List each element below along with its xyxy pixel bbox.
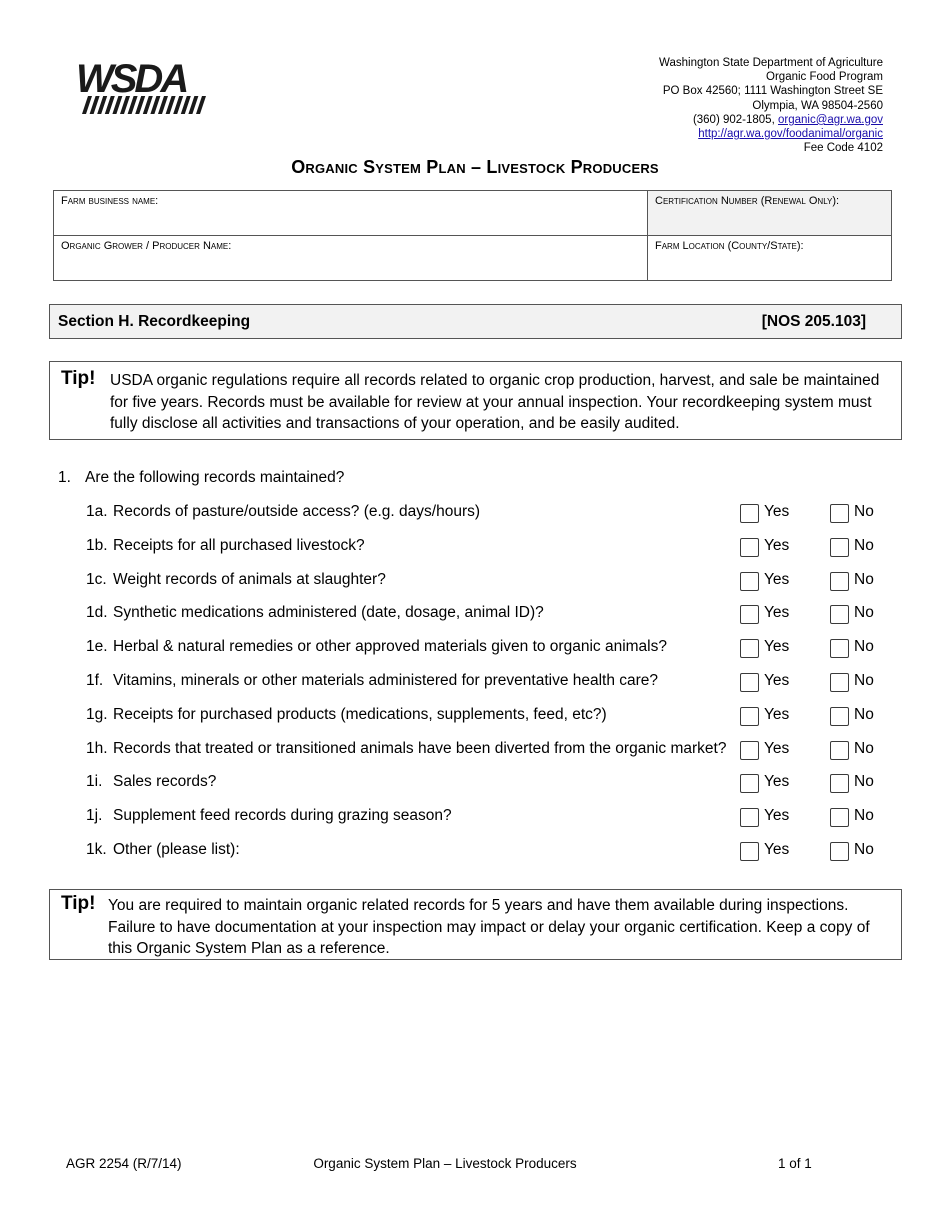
- no-checkbox[interactable]: [830, 707, 849, 726]
- record-question-row: [86, 672, 906, 696]
- grower-name-field[interactable]: [54, 236, 648, 280]
- yes-checkbox[interactable]: [740, 707, 759, 726]
- record-question-id: 1b.: [86, 536, 108, 554]
- record-question-text: Records that treated or transitioned animals have been diverted from the organic market?: [113, 739, 727, 757]
- yes-checkbox[interactable]: [740, 639, 759, 658]
- farm-business-name-field[interactable]: [54, 191, 648, 236]
- record-question-row: [86, 503, 906, 527]
- agency-url-link[interactable]: http://agr.wa.gov/foodanimal/organic: [698, 128, 883, 141]
- record-question-row: [86, 571, 906, 595]
- yes-checkbox[interactable]: [740, 572, 759, 591]
- yes-label: Yes: [764, 604, 790, 622]
- section-reference: [NOS 205.103]: [761, 312, 866, 330]
- no-label: No: [854, 638, 874, 656]
- record-question-row: [86, 537, 906, 561]
- yes-checkbox[interactable]: [740, 774, 759, 793]
- farm-location-field[interactable]: [648, 236, 891, 280]
- tip-label: Tip!: [61, 368, 96, 389]
- agency-email-link[interactable]: organic@agr.wa.gov: [777, 113, 883, 126]
- tip-text: You are required to maintain organic related records for 5 years and have them available during inspections. Failure to have documentation at your inspection may impact or delay your organic certification. Keep a copy of this Organic System Plan as a reference.: [108, 897, 870, 957]
- no-label: No: [854, 604, 874, 622]
- agency-city: Olympia, WA 98504-2560: [752, 99, 883, 112]
- logo-stripe: [196, 96, 206, 114]
- record-question-id: 1j.: [86, 807, 103, 825]
- agency-address: PO Box 42560; 1111 Washington Street SE: [662, 85, 883, 98]
- no-checkbox[interactable]: [830, 808, 849, 827]
- question-number: 1.: [58, 469, 71, 486]
- farm-info-table: [53, 190, 892, 281]
- yes-label: Yes: [764, 739, 790, 757]
- no-label: No: [854, 672, 874, 689]
- record-question-text: Vitamins, minerals or other materials administered for preventative health care?: [113, 672, 659, 689]
- yes-checkbox[interactable]: [740, 741, 759, 760]
- grower-name-label: Organic Grower / Producer Name:: [61, 240, 232, 252]
- yes-checkbox[interactable]: [740, 842, 759, 861]
- no-label: No: [854, 705, 874, 723]
- record-question-row: [86, 807, 906, 831]
- record-question-row: [86, 638, 906, 662]
- agency-program: Organic Food Program: [766, 71, 883, 84]
- certification-number-field[interactable]: [648, 191, 891, 236]
- record-question-row: [86, 773, 906, 797]
- no-label: No: [854, 841, 874, 858]
- yes-label: Yes: [764, 570, 790, 588]
- record-question-text: Records of pasture/outside access? (e.g. days/hours): [113, 503, 481, 520]
- yes-label: Yes: [764, 503, 790, 520]
- no-label: No: [854, 503, 874, 520]
- tip-box-retention: [49, 889, 902, 960]
- record-question-text: Herbal & natural remedies or other approved materials given to organic animals?: [113, 638, 667, 656]
- section-header: [49, 304, 902, 339]
- no-label: No: [854, 773, 874, 791]
- no-label: No: [854, 570, 874, 588]
- record-question-id: 1a.: [86, 503, 108, 520]
- no-label: No: [854, 739, 874, 757]
- footer-page-number: 1 of 1: [778, 1156, 812, 1171]
- no-label: No: [854, 536, 874, 554]
- wsda-logo-text: WSDA: [76, 58, 187, 101]
- no-checkbox[interactable]: [830, 605, 849, 624]
- yes-checkbox[interactable]: [740, 605, 759, 624]
- record-question-id: 1e.: [86, 638, 108, 656]
- yes-label: Yes: [764, 536, 790, 554]
- record-question-id: 1d.: [86, 604, 108, 622]
- section-title: Section H. Recordkeeping: [58, 312, 251, 330]
- yes-label: Yes: [764, 773, 790, 791]
- yes-checkbox[interactable]: [740, 673, 759, 692]
- farm-location-label: Farm Location (County/State):: [655, 240, 804, 252]
- question-1: [58, 469, 344, 487]
- fee-code: Fee Code 4102: [803, 142, 883, 155]
- record-question-id: 1g.: [86, 705, 108, 723]
- yes-label: Yes: [764, 841, 790, 858]
- record-question-row: [86, 706, 906, 730]
- no-checkbox[interactable]: [830, 774, 849, 793]
- yes-label: Yes: [764, 705, 790, 723]
- yes-label: Yes: [764, 807, 790, 825]
- page-title: Organic System Plan – Livestock Producers: [291, 157, 659, 177]
- tip-text: USDA organic regulations require all records related to organic crop production, harvest, and sale be maintained for five years. Records must be available for review at your annual inspection. Your recordkeeping system must fully disclose all activities and transactions of your operation, and be easily audited.: [110, 372, 880, 432]
- record-question-row: [86, 604, 906, 628]
- no-checkbox[interactable]: [830, 538, 849, 557]
- farm-business-name-label: Farm business name:: [61, 195, 159, 207]
- footer-doc-name: Organic System Plan – Livestock Producers: [313, 1156, 577, 1171]
- yes-checkbox[interactable]: [740, 504, 759, 523]
- tip-label: Tip!: [61, 893, 96, 914]
- agency-phone: (360) 902-1805,: [692, 113, 778, 126]
- yes-checkbox[interactable]: [740, 808, 759, 827]
- record-question-id: 1c.: [86, 570, 107, 588]
- no-checkbox[interactable]: [830, 673, 849, 692]
- record-question-text: Receipts for purchased products (medications, supplements, feed, etc?): [113, 705, 607, 723]
- no-checkbox[interactable]: [830, 572, 849, 591]
- no-checkbox[interactable]: [830, 842, 849, 861]
- record-question-text: Receipts for all purchased livestock?: [113, 536, 365, 554]
- yes-checkbox[interactable]: [740, 538, 759, 557]
- question-text: Are the following records maintained?: [85, 469, 345, 486]
- record-question-row: [86, 740, 906, 764]
- record-question-id: 1h.: [86, 739, 108, 757]
- agency-phone-line: [583, 113, 883, 127]
- record-question-text: Supplement feed records during grazing season?: [113, 807, 452, 825]
- wsda-logo: [68, 58, 208, 116]
- record-question-id: 1i.: [86, 773, 103, 791]
- tip-box-records: [49, 361, 902, 440]
- footer-form-number: AGR 2254 (R/7/14): [66, 1156, 182, 1171]
- yes-label: Yes: [764, 638, 790, 656]
- record-question-id: 1k.: [86, 841, 107, 858]
- record-question-id: 1f.: [86, 672, 104, 689]
- no-checkbox[interactable]: [830, 741, 849, 760]
- certification-number-label: Certification Number (Renewal Only):: [655, 195, 840, 207]
- record-question-text: Weight records of animals at slaughter?: [113, 570, 386, 588]
- agency-contact-block: [583, 56, 883, 155]
- record-question-row: [86, 841, 906, 865]
- record-question-text: Other (please list):: [113, 841, 240, 858]
- no-checkbox[interactable]: [830, 504, 849, 523]
- yes-label: Yes: [764, 672, 790, 689]
- record-question-text: Synthetic medications administered (date, dosage, animal ID)?: [113, 604, 544, 622]
- no-checkbox[interactable]: [830, 639, 849, 658]
- no-label: No: [854, 807, 874, 825]
- record-question-text: Sales records?: [113, 773, 217, 791]
- agency-name: Washington State Department of Agriculture: [659, 57, 883, 69]
